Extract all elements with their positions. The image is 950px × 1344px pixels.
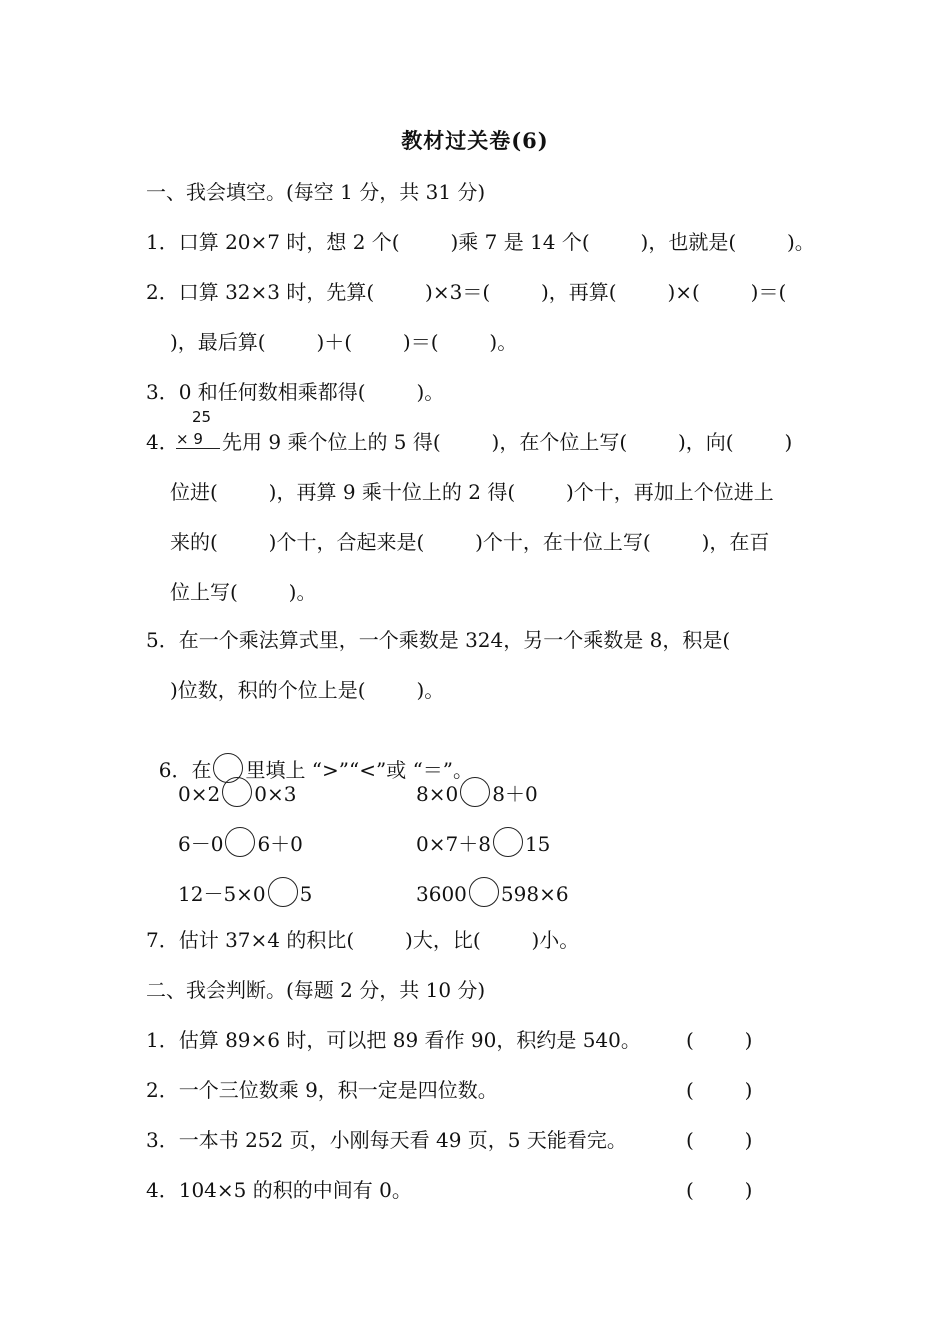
judge-item-3: 3．一本书 252 页，小刚每天看 49 页，5 天能看完。 xyxy=(146,1128,627,1152)
question-5-line2: )位数，积的个位上是( )。 xyxy=(170,678,445,702)
section1-heading: 一、我会填空。(每空 1 分，共 31 分) xyxy=(146,180,486,204)
compare-item: 3600 598×6 xyxy=(416,877,569,907)
judge-blank[interactable]: ( ) xyxy=(686,1028,753,1052)
answer-circle[interactable] xyxy=(268,877,298,907)
question-6 xyxy=(146,727,473,783)
question-4-line1: 先用 9 乘个位上的 5 得( )，在个位上写( )，向( ) xyxy=(222,430,793,454)
question-2-line2: )，最后算( )＋( )＝( )。 xyxy=(170,330,518,354)
judge-blank[interactable]: ( ) xyxy=(686,1078,753,1102)
question-4-line4: 位上写( )。 xyxy=(170,580,317,604)
judge-blank[interactable]: ( ) xyxy=(686,1128,753,1152)
question-2-line1: 2．口算 32×3 时，先算( )×3＝( )，再算( )×( )＝( xyxy=(146,280,787,304)
answer-circle[interactable] xyxy=(225,827,255,857)
judge-item-2: 2．一个三位数乘 9，积一定是四位数。 xyxy=(146,1078,498,1102)
question-4-number: 4． xyxy=(146,430,179,454)
question-5-line1: 5．在一个乘法算式里，一个乘数是 324，另一个乘数是 8，积是( xyxy=(146,628,731,652)
judge-item-4: 4．104×5 的积的中间有 0。 xyxy=(146,1178,412,1202)
question-1: 1．口算 20×7 时，想 2 个( )乘 7 是 14 个( )，也就是( )。 xyxy=(146,230,815,254)
compare-item: 0×2 0×3 xyxy=(178,777,296,807)
multiplicand: 25 xyxy=(192,408,212,426)
compare-item: 6－0 6＋0 xyxy=(178,827,303,857)
answer-circle[interactable] xyxy=(222,777,252,807)
judge-blank[interactable]: ( ) xyxy=(686,1178,753,1202)
question-3: 3．0 和任何数相乘都得( )。 xyxy=(146,380,445,404)
answer-circle[interactable] xyxy=(493,827,523,857)
answer-circle[interactable] xyxy=(469,877,499,907)
question-6-suffix: 里填上 “>”“<”或 “＝”。 xyxy=(245,758,474,782)
question-7: 7．估计 37×4 的积比( )大，比( )小。 xyxy=(146,928,580,952)
answer-circle[interactable] xyxy=(460,777,490,807)
compare-item: 12－5×0 5 xyxy=(178,877,312,907)
question-6-prefix: 6．在 xyxy=(158,758,212,782)
page-title: 教材过关卷(6) xyxy=(401,128,549,153)
question-4-line2: 位进( )，再算 9 乘十位上的 2 得( )个十，再加上个位进上 xyxy=(170,480,774,504)
question-4-line3: 来的( )个十，合起来是( )个十，在十位上写( )，在百 xyxy=(170,530,770,554)
compare-item: 0×7＋8 15 xyxy=(416,827,550,857)
judge-item-1: 1．估算 89×6 时，可以把 89 看作 90，积约是 540。 xyxy=(146,1028,641,1052)
multiplier: × 9 xyxy=(176,430,220,449)
compare-item: 8×0 8＋0 xyxy=(416,777,538,807)
section2-heading: 二、我会判断。(每题 2 分，共 10 分) xyxy=(146,978,486,1002)
